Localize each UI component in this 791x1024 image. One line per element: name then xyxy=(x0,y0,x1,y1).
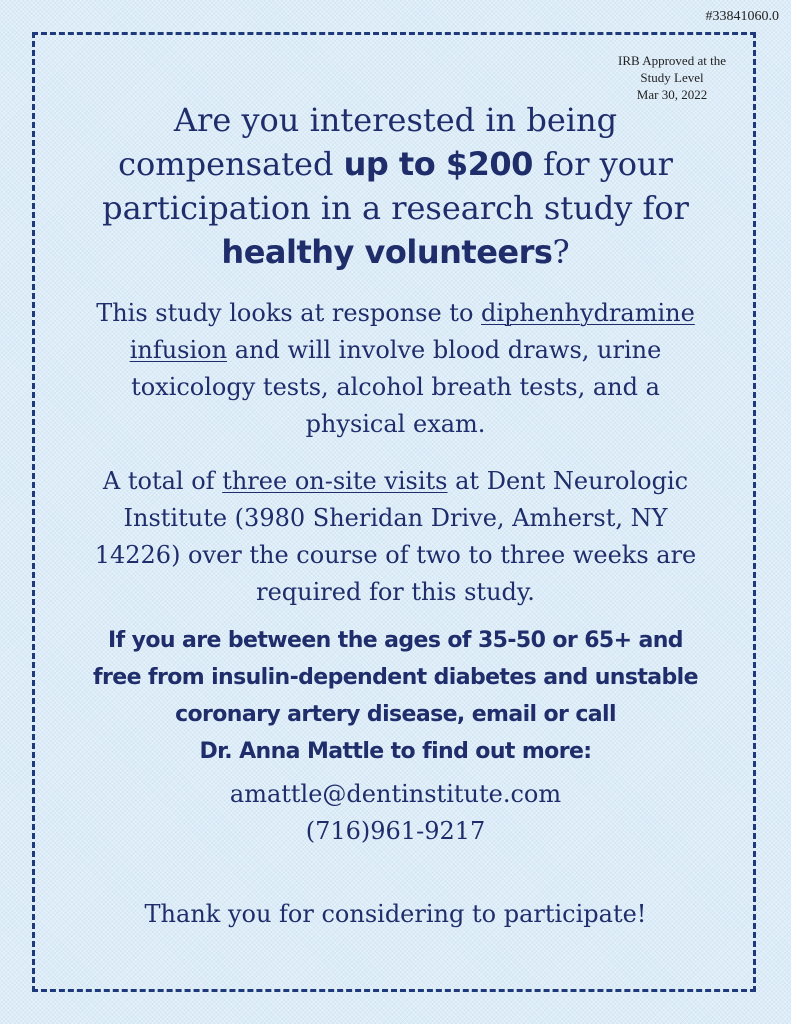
closing-message: Thank you for considering to participate! xyxy=(144,900,647,928)
headline-line-1: Are you interested in being xyxy=(173,101,618,139)
visits-line-4: required for this study. xyxy=(256,578,535,606)
visits-highlight: three on-site visits xyxy=(222,467,448,495)
study-line-2 xyxy=(60,332,731,369)
compensation-amount: up to $200 xyxy=(343,145,533,183)
eligibility-criteria xyxy=(80,622,711,770)
drug-infusion: infusion xyxy=(129,336,228,364)
healthy-volunteers-emphasis: healthy volunteers xyxy=(221,233,553,271)
headline-text: compensated xyxy=(118,145,344,183)
irb-line-1: IRB Approved at the xyxy=(618,53,726,68)
eligibility-line-2: free from insulin-dependent diabetes and unstable xyxy=(93,665,698,690)
study-text: and will involve blood draws, urine xyxy=(227,336,662,364)
headline-line-4 xyxy=(60,230,731,274)
visit-requirements xyxy=(60,463,731,611)
study-line-3: toxicology tests, alcohol breath tests, and a xyxy=(131,373,660,401)
document-id: #33841060.0 xyxy=(705,9,779,24)
irb-approval-date: Mar 30, 2022 xyxy=(636,87,708,102)
contact-info xyxy=(60,776,731,850)
visits-line-2: Institute (3980 Sheridan Drive, Amherst, NY xyxy=(123,504,668,532)
eligibility-line-1: If you are between the ages of 35-50 or 65+ and xyxy=(108,628,683,653)
eligibility-line-4: Dr. Anna Mattle to find out more: xyxy=(199,739,592,764)
contact-email[interactable]: amattle@dentinstitute.com xyxy=(229,780,562,808)
drug-name: diphenhydramine xyxy=(481,299,695,327)
headline xyxy=(60,98,731,274)
irb-approval-stamp xyxy=(609,52,735,103)
study-description xyxy=(60,295,731,443)
headline-line-3: participation in a research study for xyxy=(102,189,689,227)
visits-intro: A total of xyxy=(102,467,223,495)
irb-line-2: Study Level xyxy=(640,70,704,85)
visits-line-1 xyxy=(60,463,731,500)
contact-phone[interactable]: (716)961-9217 xyxy=(305,817,486,845)
study-line-1 xyxy=(60,295,731,332)
question-mark: ? xyxy=(552,233,570,271)
study-intro: This study looks at response to xyxy=(96,299,482,327)
visits-line-3: 14226) over the course of two to three weeks are xyxy=(94,541,697,569)
headline-text: for your xyxy=(532,145,673,183)
visits-text: at Dent Neurologic xyxy=(447,467,689,495)
headline-line-2 xyxy=(60,142,731,186)
eligibility-line-3: coronary artery disease, email or call xyxy=(175,702,616,727)
study-line-4: physical exam. xyxy=(305,410,486,438)
